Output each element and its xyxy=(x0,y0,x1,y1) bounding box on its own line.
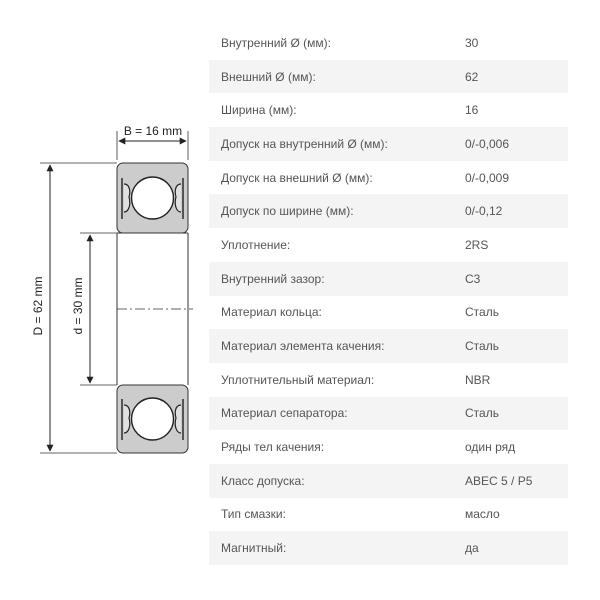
spec-key: Магнитный: xyxy=(209,531,463,565)
spec-value: масло xyxy=(465,507,500,522)
spec-key: Тип смазки: xyxy=(221,507,286,522)
spec-value: Сталь xyxy=(465,305,499,320)
spec-key: Внутренний Ø (мм): xyxy=(221,35,331,50)
spec-row xyxy=(209,296,568,330)
spec-key: Материал сепаратора: xyxy=(209,397,463,431)
spec-key: Уплотнительный материал: xyxy=(221,372,375,387)
outer-diameter-label: D = 62 mm xyxy=(31,276,45,336)
spec-row xyxy=(209,363,568,397)
spec-value: 62 xyxy=(463,60,568,94)
spec-value: 0/-0,009 xyxy=(465,170,510,185)
spec-row xyxy=(209,531,568,565)
spec-row xyxy=(209,60,568,94)
inner-diameter-dimension xyxy=(71,233,117,385)
bottom-bearing-section xyxy=(117,385,188,453)
spec-key: Класс допуска: xyxy=(209,464,463,498)
spec-value: 0/-0,12 xyxy=(463,194,568,228)
spec-value: 2RS xyxy=(465,237,489,252)
specifications-table xyxy=(209,26,568,565)
spec-key: Уплотнение: xyxy=(221,237,291,252)
spec-key: Допуск на внешний Ø (мм): xyxy=(221,170,373,185)
spec-value: ABEC 5 / P5 xyxy=(463,464,568,498)
spec-value: один ряд xyxy=(465,440,516,455)
spec-value: 0/-0,006 xyxy=(463,127,568,161)
specifications-body xyxy=(209,26,568,565)
spec-key: Материал элемента качения: xyxy=(209,329,463,363)
spec-row xyxy=(209,26,568,60)
spec-key: Материал кольца: xyxy=(221,305,322,320)
spec-row xyxy=(209,228,568,262)
spec-value: 30 xyxy=(465,35,479,50)
inner-diameter-label: d = 30 mm xyxy=(71,277,85,335)
ball-element-top xyxy=(132,177,174,219)
spec-key: Допуск по ширине (мм): xyxy=(209,194,463,228)
spec-row xyxy=(209,397,568,431)
spec-row xyxy=(209,430,568,464)
spec-value: C3 xyxy=(463,262,568,296)
spec-key: Внутренний зазор: xyxy=(209,262,463,296)
spec-row xyxy=(209,161,568,195)
spec-row xyxy=(209,329,568,363)
spec-key: Допуск на внутренний Ø (мм): xyxy=(209,127,463,161)
spec-row xyxy=(209,127,568,161)
spec-row xyxy=(209,93,568,127)
bearing-cross-section xyxy=(0,0,210,600)
spec-row xyxy=(209,464,568,498)
top-bearing-section xyxy=(117,163,188,233)
width-dimension xyxy=(117,124,188,160)
spec-value: да xyxy=(463,531,568,565)
spec-value: 16 xyxy=(465,103,479,118)
spec-value: Сталь xyxy=(463,329,568,363)
ball-element-bottom xyxy=(132,398,174,440)
bearing-drawing xyxy=(0,0,210,600)
bearing-body xyxy=(117,233,193,385)
spec-value: Сталь xyxy=(463,397,568,431)
width-label: B = 16 mm xyxy=(123,124,183,138)
spec-key: Ширина (мм): xyxy=(221,103,297,118)
spec-value: NBR xyxy=(465,372,491,387)
spec-key: Внешний Ø (мм): xyxy=(209,60,463,94)
spec-key: Ряды тел качения: xyxy=(221,440,325,455)
spec-row xyxy=(209,262,568,296)
spec-row xyxy=(209,194,568,228)
spec-row xyxy=(209,498,568,532)
